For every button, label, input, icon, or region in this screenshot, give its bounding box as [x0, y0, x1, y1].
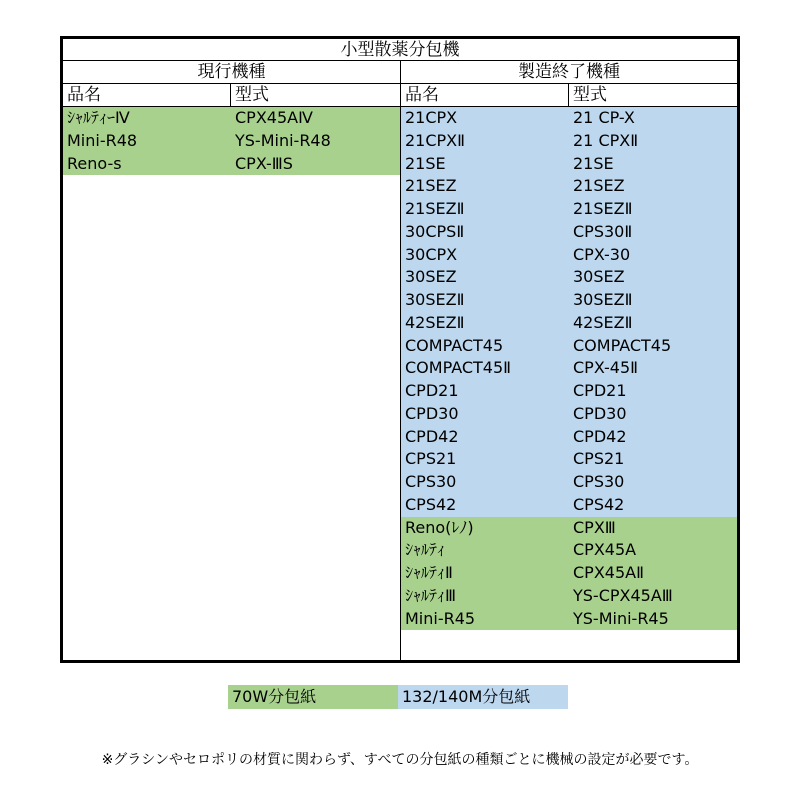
- table-cell-model: YS-CPX45AⅢ: [569, 585, 737, 608]
- table-cell-name: ｼｬﾙﾃｨｰⅣ: [63, 107, 231, 130]
- table-cell-name: CPS21: [401, 448, 569, 471]
- current-models-heading: 現行機種: [197, 62, 266, 82]
- table-cell-model: 21 CP-X: [569, 107, 737, 130]
- table-cell-name: 30SEZ: [401, 266, 569, 289]
- table-cell-model: CPD21: [569, 380, 737, 403]
- table-cell-name: ｼｬﾙﾃｨⅡ: [401, 562, 569, 585]
- table-title: 小型散薬分包機: [340, 40, 460, 60]
- table-cell-model: CPX-45Ⅱ: [569, 357, 737, 380]
- table-cell-name: ｼｬﾙﾃｨⅢ: [401, 585, 569, 608]
- current-name-column-header: 品名: [67, 85, 101, 105]
- table-cell-name: CPS30: [401, 471, 569, 494]
- table-cell-name: 30SEZⅡ: [401, 289, 569, 312]
- table-cell-model: CPX45AⅡ: [569, 562, 737, 585]
- table-cell-name: CPD42: [401, 426, 569, 449]
- table-cell-name: 21SE: [401, 153, 569, 176]
- table-cell-model: CPXⅢ: [569, 517, 737, 540]
- table-cell-name: 30CPSⅡ: [401, 221, 569, 244]
- table-cell-name: COMPACT45: [401, 335, 569, 358]
- table-cell-name: CPS42: [401, 494, 569, 517]
- table-cell-name: 42SEZⅡ: [401, 312, 569, 335]
- table-cell-model: COMPACT45: [569, 335, 737, 358]
- table-cell-model: CPX45A: [569, 539, 737, 562]
- divider: [568, 84, 569, 106]
- table-cell-model: 21SE: [569, 153, 737, 176]
- table-cell-name: 21SEZ: [401, 175, 569, 198]
- table-cell-model: CPX-ⅢS: [231, 153, 400, 176]
- table-cell-name: CPD30: [401, 403, 569, 426]
- table-cell-model: 21 CPXⅡ: [569, 130, 737, 153]
- table-cell-model: 30SEZⅡ: [569, 289, 737, 312]
- table-cell-name: 21CPX: [401, 107, 569, 130]
- table-cell-name: 21SEZⅡ: [401, 198, 569, 221]
- discontinued-model-column-header: 型式: [573, 85, 607, 105]
- table-cell-model: CPS30Ⅱ: [569, 221, 737, 244]
- table-cell-model: CPS42: [569, 494, 737, 517]
- table-cell-name: CPD21: [401, 380, 569, 403]
- legend-blue-swatch: 132/140M分包紙: [398, 685, 568, 709]
- discontinued-name-column-header: 品名: [405, 85, 439, 105]
- table-cell-model: 21SEZ: [569, 175, 737, 198]
- table-cell-name: ｼｬﾙﾃｨ: [401, 539, 569, 562]
- table-cell-model: CPX-30: [569, 244, 737, 267]
- table-cell-model: CPX45AⅣ: [231, 107, 400, 130]
- footnote: ※グラシンやセロポリの材質に関わらず、すべての分包紙の種類ごとに機械の設定が必要です。: [101, 752, 699, 768]
- table-cell-model: YS-Mini-R45: [569, 608, 737, 631]
- machine-table: [60, 36, 740, 663]
- table-cell-name: Mini-R45: [401, 608, 569, 631]
- table-cell-model: 42SEZⅡ: [569, 312, 737, 335]
- table-cell-name: Reno(ﾚﾉ): [401, 517, 569, 540]
- divider: [230, 84, 231, 106]
- legend-green-swatch: 70W分包紙: [228, 685, 398, 709]
- table-cell-name: Reno-s: [63, 153, 231, 176]
- table-cell-model: CPD30: [569, 403, 737, 426]
- table-cell-model: YS-Mini-R48: [231, 130, 400, 153]
- table-cell-model: 30SEZ: [569, 266, 737, 289]
- table-cell-name: 30CPX: [401, 244, 569, 267]
- table-cell-model: CPD42: [569, 426, 737, 449]
- table-cell-model: CPS30: [569, 471, 737, 494]
- table-cell-model: CPS21: [569, 448, 737, 471]
- current-model-column-header: 型式: [235, 85, 269, 105]
- table-cell-name: Mini-R48: [63, 130, 231, 153]
- table-cell-name: 21CPXⅡ: [401, 130, 569, 153]
- discontinued-models-heading: 製造終了機種: [518, 62, 620, 82]
- table-cell-model: 21SEZⅡ: [569, 198, 737, 221]
- table-cell-name: COMPACT45Ⅱ: [401, 357, 569, 380]
